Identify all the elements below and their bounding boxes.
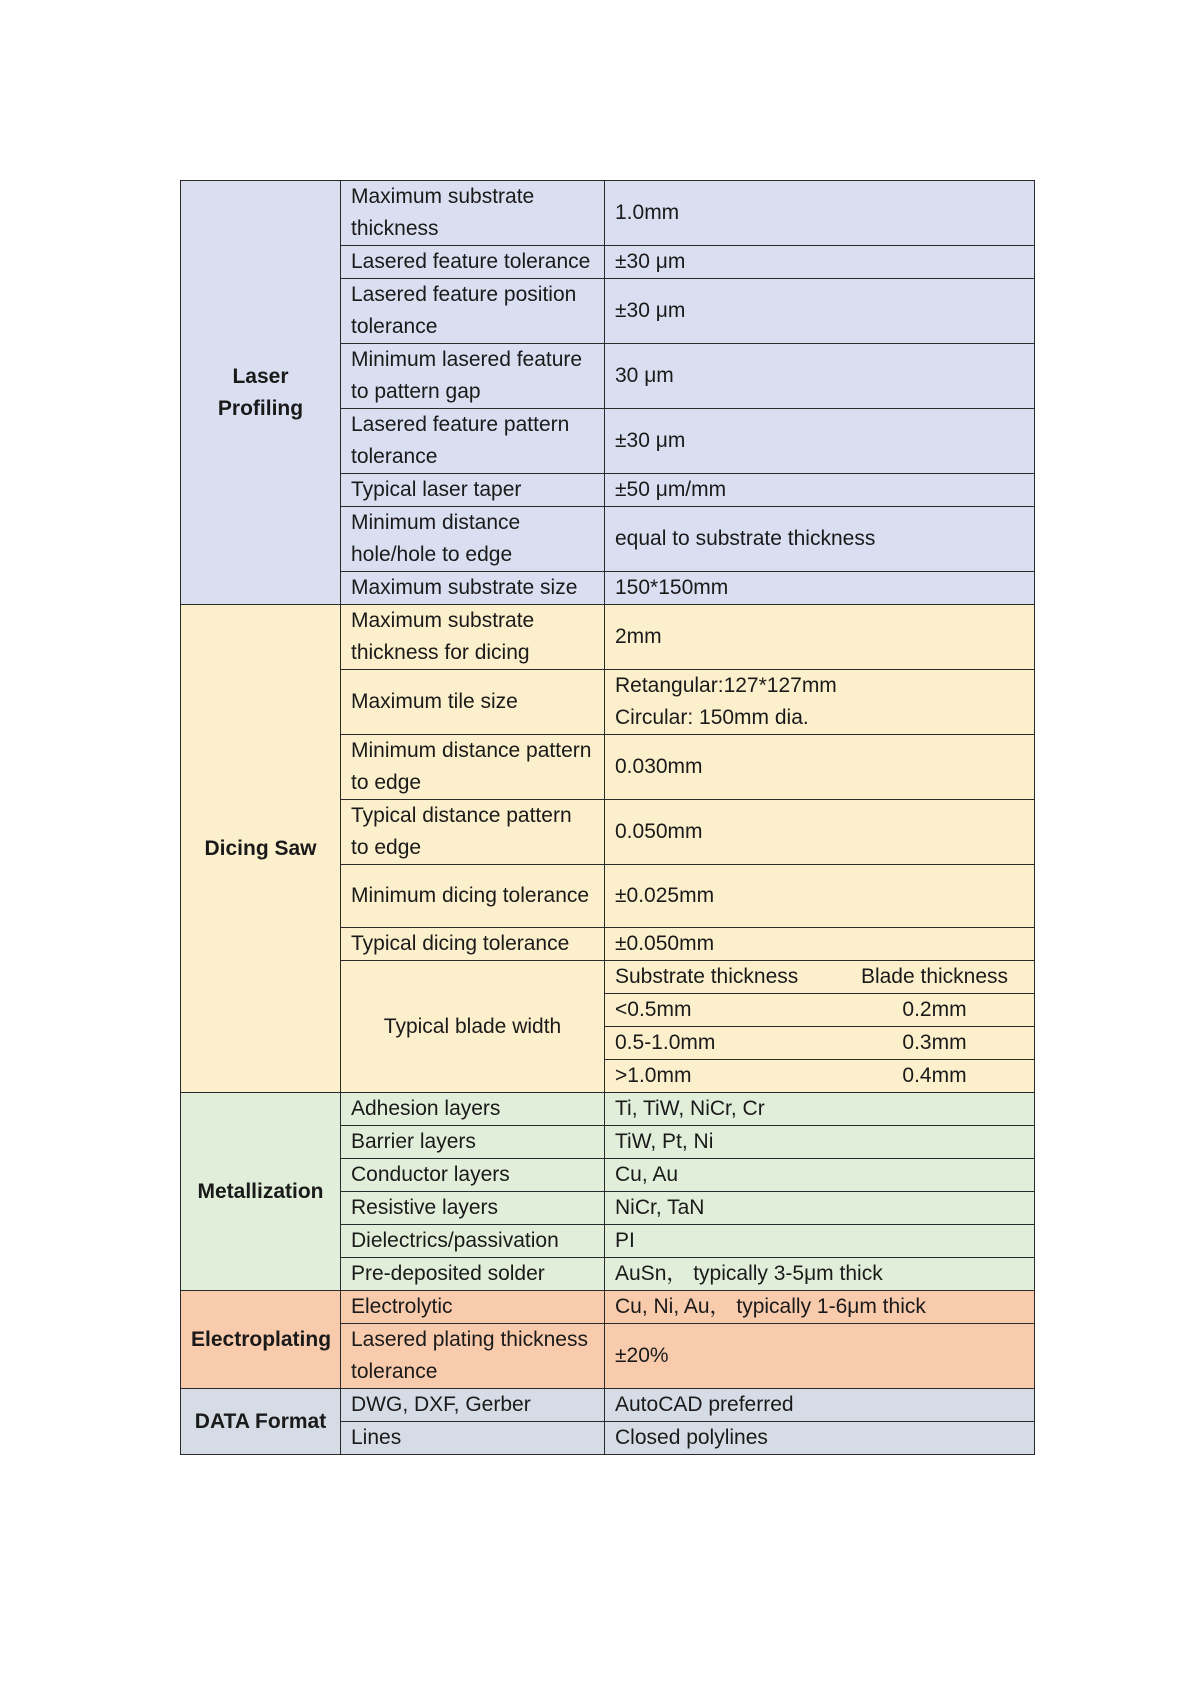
param-cell: Minimum distance pattern to edge <box>341 735 605 800</box>
blade-thickness-value: 0.4mm <box>902 1064 967 1087</box>
value-cell: TiW, Pt, Ni <box>605 1126 1035 1159</box>
param-cell: Dielectrics/passivation <box>341 1225 605 1258</box>
value-cell: 0.050mm <box>605 800 1035 865</box>
param-cell: Electrolytic <box>341 1291 605 1324</box>
value-cell <box>605 670 1035 735</box>
blade-substrate-value: <0.5mm <box>615 998 692 1021</box>
value-cell: 1.0mm <box>605 181 1035 246</box>
blade-header-cell <box>605 961 1035 994</box>
value-cell: Ti, TiW, NiCr, Cr <box>605 1093 1035 1126</box>
blade-row-cell <box>605 1027 1035 1060</box>
value-cell: ±0.025mm <box>605 865 1035 928</box>
param-cell: Maximum substrate size <box>341 572 605 605</box>
param-cell: Lasered plating thickness tolerance <box>341 1324 605 1389</box>
category-laser-profiling: Laser Profiling <box>181 181 341 605</box>
value-cell: equal to substrate thickness <box>605 507 1035 572</box>
value-cell: PI <box>605 1225 1035 1258</box>
table-row <box>181 1389 1035 1422</box>
value-cell: ±30 μm <box>605 279 1035 344</box>
param-cell: Lasered feature position tolerance <box>341 279 605 344</box>
blade-thickness-value: 0.3mm <box>902 1031 967 1054</box>
value-cell: 2mm <box>605 605 1035 670</box>
param-cell: Maximum substrate thickness <box>341 181 605 246</box>
blade-substrate-value: 0.5-1.0mm <box>615 1031 716 1054</box>
value-cell: AuSn， typically 3-5μm thick <box>605 1258 1035 1291</box>
param-cell: Typical distance pattern to edge <box>341 800 605 865</box>
param-cell: Lasered feature tolerance <box>341 246 605 279</box>
param-cell: Typical laser taper <box>341 474 605 507</box>
value-cell: Cu, Au <box>605 1159 1035 1192</box>
param-cell: Minimum dicing tolerance <box>341 865 605 928</box>
param-cell: Barrier layers <box>341 1126 605 1159</box>
category-metallization: Metallization <box>181 1093 341 1291</box>
category-electroplating: Electroplating <box>181 1291 341 1389</box>
blade-row-cell <box>605 994 1035 1027</box>
blade-thickness-value: 0.2mm <box>902 998 967 1021</box>
param-cell: Minimum distance hole/hole to edge <box>341 507 605 572</box>
blade-substrate-value: >1.0mm <box>615 1064 692 1087</box>
value-line: Retangular:127*127mm <box>615 674 837 697</box>
blade-header-substrate: Substrate thickness <box>615 965 799 988</box>
value-cell: ±30 μm <box>605 246 1035 279</box>
value-cell: ±20% <box>605 1324 1035 1389</box>
value-cell: 150*150mm <box>605 572 1035 605</box>
table-row <box>181 605 1035 670</box>
param-cell: Conductor layers <box>341 1159 605 1192</box>
table-row <box>181 1093 1035 1126</box>
param-cell: Resistive layers <box>341 1192 605 1225</box>
param-cell: Pre-deposited solder <box>341 1258 605 1291</box>
value-cell: 30 μm <box>605 344 1035 409</box>
category-dicing-saw: Dicing Saw <box>181 605 341 1093</box>
spec-table <box>180 180 1035 1455</box>
value-cell: ±0.050mm <box>605 928 1035 961</box>
blade-row-cell <box>605 1060 1035 1093</box>
value-cell: NiCr, TaN <box>605 1192 1035 1225</box>
blade-header-blade: Blade thickness <box>860 965 1009 988</box>
value-cell: ±30 μm <box>605 409 1035 474</box>
param-cell: Maximum tile size <box>341 670 605 735</box>
param-cell: Typical dicing tolerance <box>341 928 605 961</box>
table-row <box>181 1291 1035 1324</box>
category-data-format: DATA Format <box>181 1389 341 1455</box>
param-cell: Typical blade width <box>341 961 605 1093</box>
value-cell: 0.030mm <box>605 735 1035 800</box>
param-cell: Lines <box>341 1422 605 1455</box>
param-cell: Lasered feature pattern tolerance <box>341 409 605 474</box>
table-row <box>181 181 1035 246</box>
param-cell: Maximum substrate thickness for dicing <box>341 605 605 670</box>
param-cell: Minimum lasered feature to pattern gap <box>341 344 605 409</box>
value-cell: ±50 μm/mm <box>605 474 1035 507</box>
param-cell: DWG, DXF, Gerber <box>341 1389 605 1422</box>
value-cell: Cu, Ni, Au， typically 1-6μm thick <box>605 1291 1035 1324</box>
value-line: Circular: 150mm dia. <box>615 706 809 729</box>
value-cell: AutoCAD preferred <box>605 1389 1035 1422</box>
value-cell: Closed polylines <box>605 1422 1035 1455</box>
param-cell: Adhesion layers <box>341 1093 605 1126</box>
